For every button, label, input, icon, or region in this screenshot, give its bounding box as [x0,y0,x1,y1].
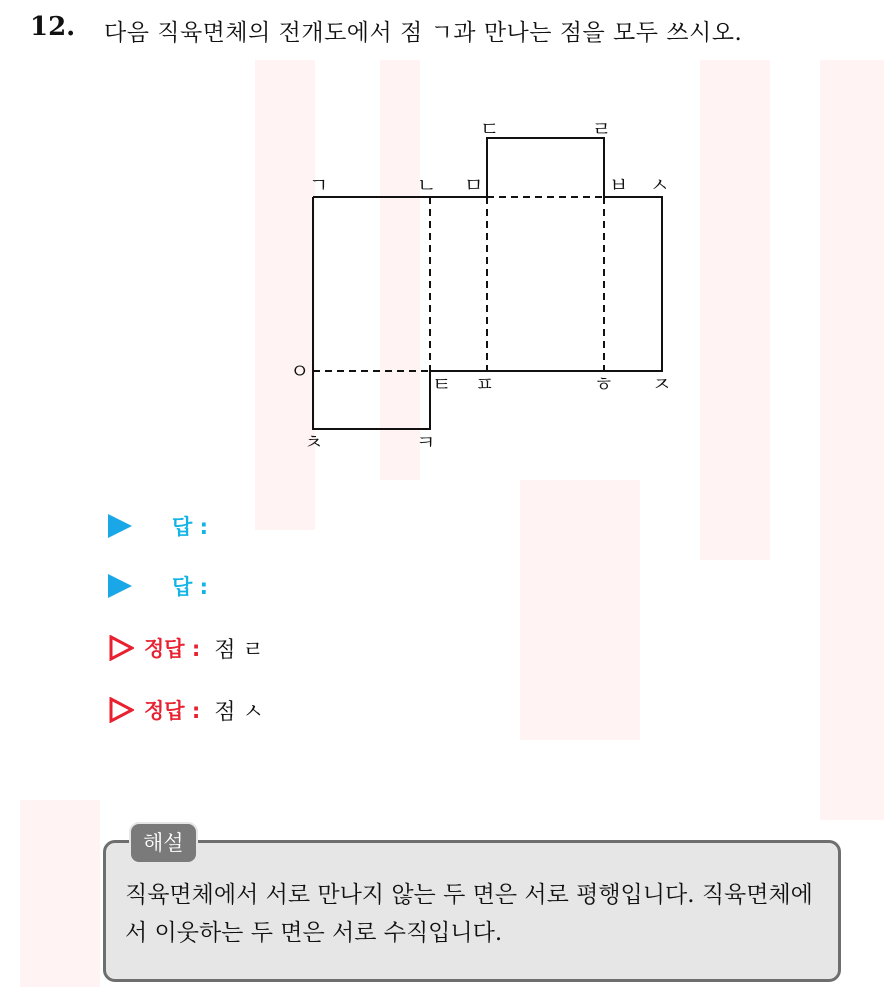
label-g: ㄱ [309,173,329,197]
label-b: ㅂ [609,173,629,197]
label-j: ㅈ [652,372,672,396]
explanation-tag: 해설 [129,822,198,864]
outline-triangle-icon [108,697,134,723]
correct-answer-row-2 [108,694,264,726]
play-triangle-icon [108,574,132,598]
label-k: ㅋ [416,430,436,454]
correct-answer-value: 점 ㅅ [214,699,264,725]
fold-lines [313,197,604,371]
label-p: ㅍ [475,372,495,396]
answer-label: 답 : [172,515,208,539]
answer-label: 답 : [172,575,208,599]
answer-row-1 [108,510,222,542]
question-number: 12. [30,12,76,42]
label-d: ㄷ [480,117,500,141]
label-ch: ㅊ [304,430,324,454]
label-o: ㅇ [290,359,310,383]
label-t: ㅌ [432,372,452,396]
label-m: ㅁ [464,173,484,197]
label-h: ㅎ [594,372,614,396]
question-text: 다음 직육면체의 전개도에서 점 ㄱ과 만나는 점을 모두 쓰시오. [104,20,743,46]
outline-triangle-icon [108,635,134,661]
correct-answer-label: 정답 : [144,699,201,723]
label-s: ㅅ [650,173,670,197]
explanation-text: 직육면체에서 서로 만나지 않는 두 면은 서로 평행입니다. 직육면체에서 이웃하는 두 면은 서로 수직입니다. [125,882,813,946]
correct-answer-value: 점 ㄹ [214,637,264,663]
correct-answer-label: 정답 : [144,637,201,661]
correct-answer-row-1 [108,632,264,664]
cuboid-net-diagram [0,0,884,480]
label-n: ㄴ [417,173,437,197]
answer-row-2 [108,570,222,602]
label-r: ㄹ [592,117,612,141]
play-triangle-icon [108,514,132,538]
